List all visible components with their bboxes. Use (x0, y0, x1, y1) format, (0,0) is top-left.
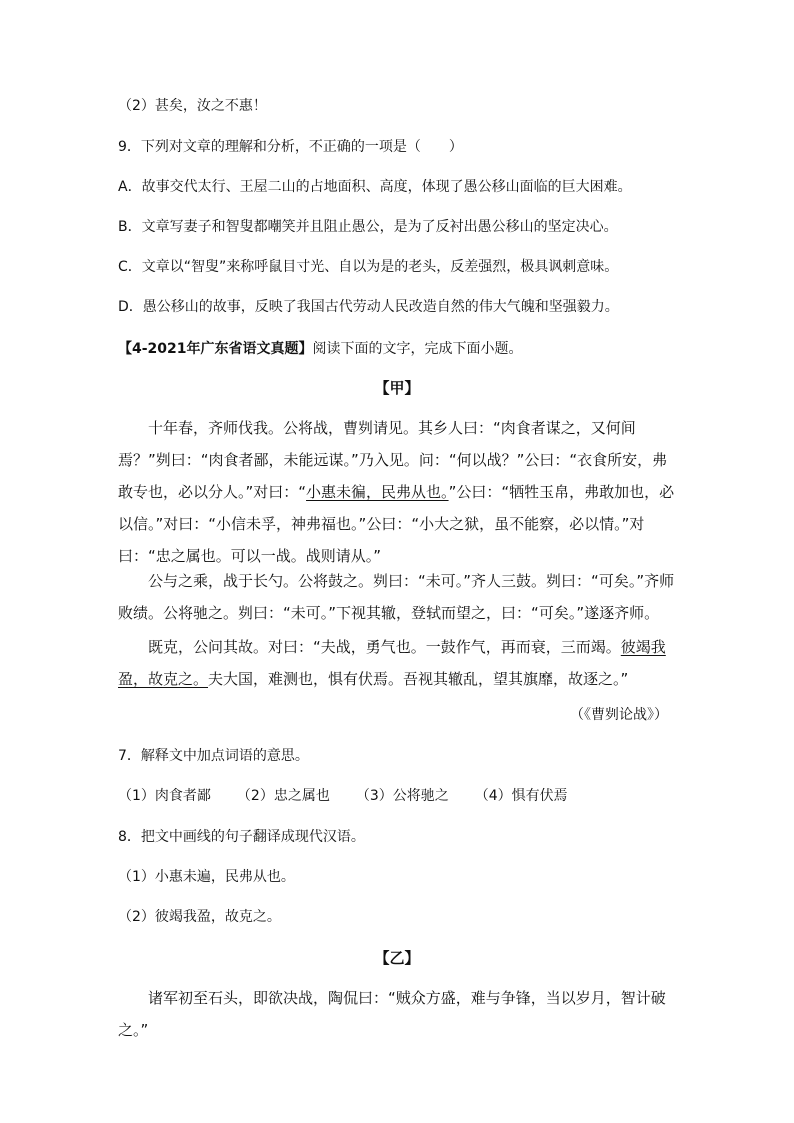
passage-jia-title: 【甲】 (374, 379, 420, 397)
passage-jia-paragraph-1 (118, 412, 678, 572)
underlined-sentence-2: 彼竭我盈，故克之。 (118, 638, 666, 688)
question-9-stem: 9．下列对文章的理解和分析，不正确的一项是（ ） (118, 139, 463, 155)
underlined-sentence-1: 小惠未徧，民弗从也。 (306, 483, 449, 501)
question-9-option-b: B．文章写妻子和智叟都嘲笑并且阻止愚公，是为了反衬出愚公移山的坚定决心。 (118, 219, 618, 235)
section-4-instruction: 阅读下面的文字，完成下面小题。 (312, 341, 523, 357)
question-8-item-2b: （2）彼竭我盈，故克之。 (118, 909, 281, 925)
section-4-tag: 【4-2021年广东省语文真题】 (118, 341, 313, 357)
passage-jia-paragraph-3 (118, 631, 678, 695)
passage-source: （《曹刿论战》） (570, 707, 668, 723)
passage-text: 夫大国，难测也，惧有伏焉。吾视其辙乱，望其旗靡，故逐之。” (208, 670, 629, 688)
question-9-option-d: D．愚公移山的故事，反映了我国古代劳动人民改造自然的伟大气魄和坚强毅力。 (118, 299, 619, 315)
passage-yi-title: 【乙】 (374, 949, 420, 967)
question-8-item-2: （2）甚矣，汝之不惠！ (118, 98, 267, 114)
vocab-item: （1）肉食者鄙 (118, 788, 211, 804)
section-4-heading (118, 339, 523, 359)
question-7-items (118, 786, 594, 806)
passage-jia-paragraph-2: 公与之乘，战于长勺。公将鼓之。刿曰：“未可。”齐人三鼓。刿曰：“可矣。”齐师败绩。公将驰之。刿曰：“未可。”下视其辙，登轼而望之，曰：“可矣。”遂逐齐师。 (118, 572, 675, 622)
passage-text: ”公曰：“牺牲玉帛，弗敢加也，必以信。”对曰：“小信未孚，神弗福也。”公曰：“小大之狱，虽不能察，必以情。”对曰：“忠之属也。可以一战。战则请从。” (118, 483, 675, 565)
question-8-item-1: （1）小惠未遍，民弗从也。 (118, 869, 295, 885)
question-8-stem: 8．把文中画线的句子翻译成现代汉语。 (118, 829, 365, 845)
passage-text: 既克，公问其故。对曰：“夫战，勇气也。一鼓作气，再而衰，三而竭。 (148, 638, 621, 656)
question-9-option-c: C．文章以“智叟”来称呼鼠目寸光、自以为是的老头，反差强烈，极具讽刺意味。 (118, 259, 619, 275)
passage-text: 十年春，齐师伐我。公将战，曹刿请见。其乡人曰：“肉食者谋之，又何间焉？”刿曰：“肉食者鄙，未能远谋。”乃入见。问：“何以战？”公曰：“衣食所安，弗敢专也，必以分人。”对曰：“ (118, 419, 668, 501)
vocab-item: （2）忠之属也 (236, 788, 330, 804)
vocab-item: （4）惧有伏焉 (474, 788, 568, 804)
question-9-option-a: A．故事交代太行、王屋二山的占地面积、高度，体现了愚公移山面临的巨大困难。 (118, 179, 632, 195)
vocab-item: （3）公将驰之 (355, 788, 449, 804)
question-7-stem: 7．解释文中加点词语的意思。 (118, 748, 309, 764)
passage-yi-paragraph-1: 诸军初至石头，即欲决战，陶侃曰：“贼众方盛，难与争锋，当以岁月，智计破之。” (118, 989, 666, 1039)
